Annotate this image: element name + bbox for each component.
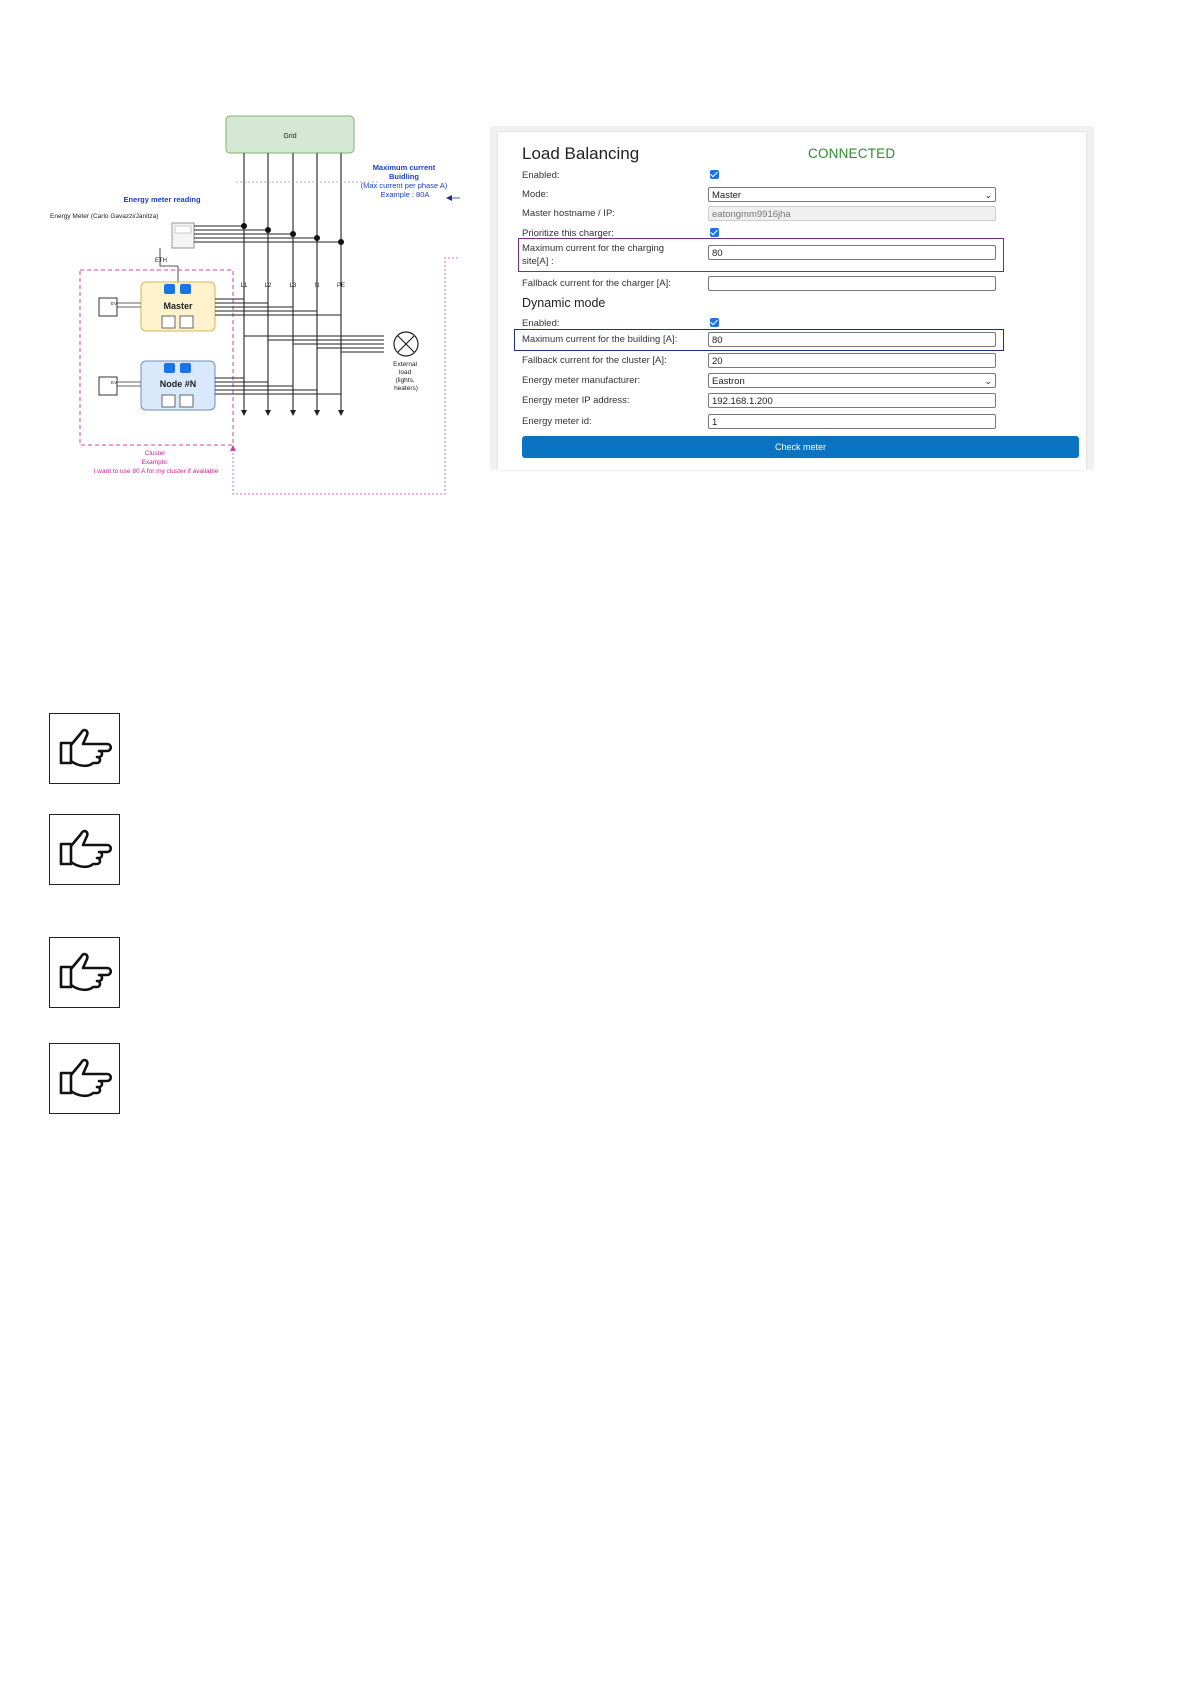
phase-labels — [241, 283, 345, 289]
dynamic-enabled-label: Enabled: — [522, 318, 560, 329]
mode-label: Mode: — [522, 189, 549, 200]
connection-status: CONNECTED — [808, 146, 896, 161]
chevron-down-icon: ⌄ — [984, 376, 992, 386]
svg-text:L3: L3 — [289, 283, 297, 289]
svg-text:EV: EV — [111, 380, 118, 385]
master-hostname-input[interactable]: eatongmm9916jha — [708, 206, 996, 221]
pointing-hand-icon — [57, 727, 113, 771]
mode-select[interactable] — [708, 187, 996, 202]
check-meter-button[interactable]: Check meter — [522, 436, 1079, 458]
meter-id-input[interactable]: 1 — [708, 414, 996, 429]
energy-meter-label: Energy Meter (Carlo Gavazzi/Janitza) — [50, 213, 159, 220]
pointing-hand-icon — [57, 1057, 113, 1101]
enabled-label: Enabled: — [522, 170, 560, 181]
dynamic-enabled-checkbox[interactable] — [710, 318, 719, 327]
note-box — [49, 1043, 120, 1114]
max-site-current-label: Maximum current for the charging site[A] : — [522, 243, 665, 267]
external-load-label: External load (lights, heaters) — [393, 361, 418, 392]
note-box — [49, 937, 120, 1008]
meter-ip-input[interactable]: 192.168.1.200 — [708, 393, 996, 408]
load-balancing-card — [498, 132, 1086, 470]
max-building-current-label: Maximum current for the building [A]: — [522, 334, 678, 345]
max-site-current-input[interactable]: 80 — [708, 245, 996, 260]
node-label: Node #N — [159, 379, 197, 389]
meter-manufacturer-select[interactable] — [708, 373, 996, 388]
prioritize-label: Prioritize this charger: — [522, 228, 614, 239]
dynamic-mode-title: Dynamic mode — [522, 296, 606, 310]
svg-text:PE: PE — [336, 283, 346, 289]
enabled-checkbox[interactable] — [710, 170, 719, 179]
wiring-diagram — [0, 0, 460, 510]
grid-label: Grid — [283, 133, 297, 140]
master-label: Master — [163, 301, 193, 311]
prioritize-checkbox[interactable] — [710, 228, 719, 237]
max-building-current-input[interactable]: 80 — [708, 332, 996, 347]
meter-manufacturer-label: Energy meter manufacturer: — [522, 375, 641, 386]
max-current-label: Maximum current Buidling (Max current per phase A) Example : 80A — [360, 163, 448, 199]
svg-text:L1: L1 — [240, 283, 248, 289]
svg-text:L2: L2 — [264, 283, 272, 289]
load-balancing-title: Load Balancing — [522, 144, 640, 163]
fallback-charger-label: Fallback current for the charger [A]: — [522, 278, 671, 289]
fallback-cluster-label: Fallback current for the cluster [A]: — [522, 355, 667, 366]
chevron-down-icon: ⌄ — [984, 190, 992, 200]
svg-text:EV: EV — [111, 301, 118, 306]
pointing-hand-icon — [57, 828, 113, 872]
fallback-charger-input[interactable] — [708, 276, 996, 291]
note-box — [49, 713, 120, 784]
energy-meter-reading-label: Energy meter reading — [123, 195, 201, 204]
mode-value: Master — [712, 190, 742, 201]
note-box — [49, 814, 120, 885]
meter-ip-label: Energy meter IP address: — [522, 395, 630, 406]
cluster-label: Cluster Example: I want to use 80 A for my cluster if available — [93, 450, 219, 475]
eth-label: ETH — [155, 258, 167, 264]
svg-text:N: N — [314, 283, 320, 289]
meter-id-label: Energy meter id: — [522, 416, 592, 427]
master-hostname-label: Master hostname / IP: — [522, 208, 615, 219]
fallback-cluster-input[interactable]: 20 — [708, 353, 996, 368]
meter-manufacturer-value: Eastron — [712, 376, 745, 387]
load-balancing-panel — [490, 126, 1094, 470]
pointing-hand-icon — [57, 951, 113, 995]
